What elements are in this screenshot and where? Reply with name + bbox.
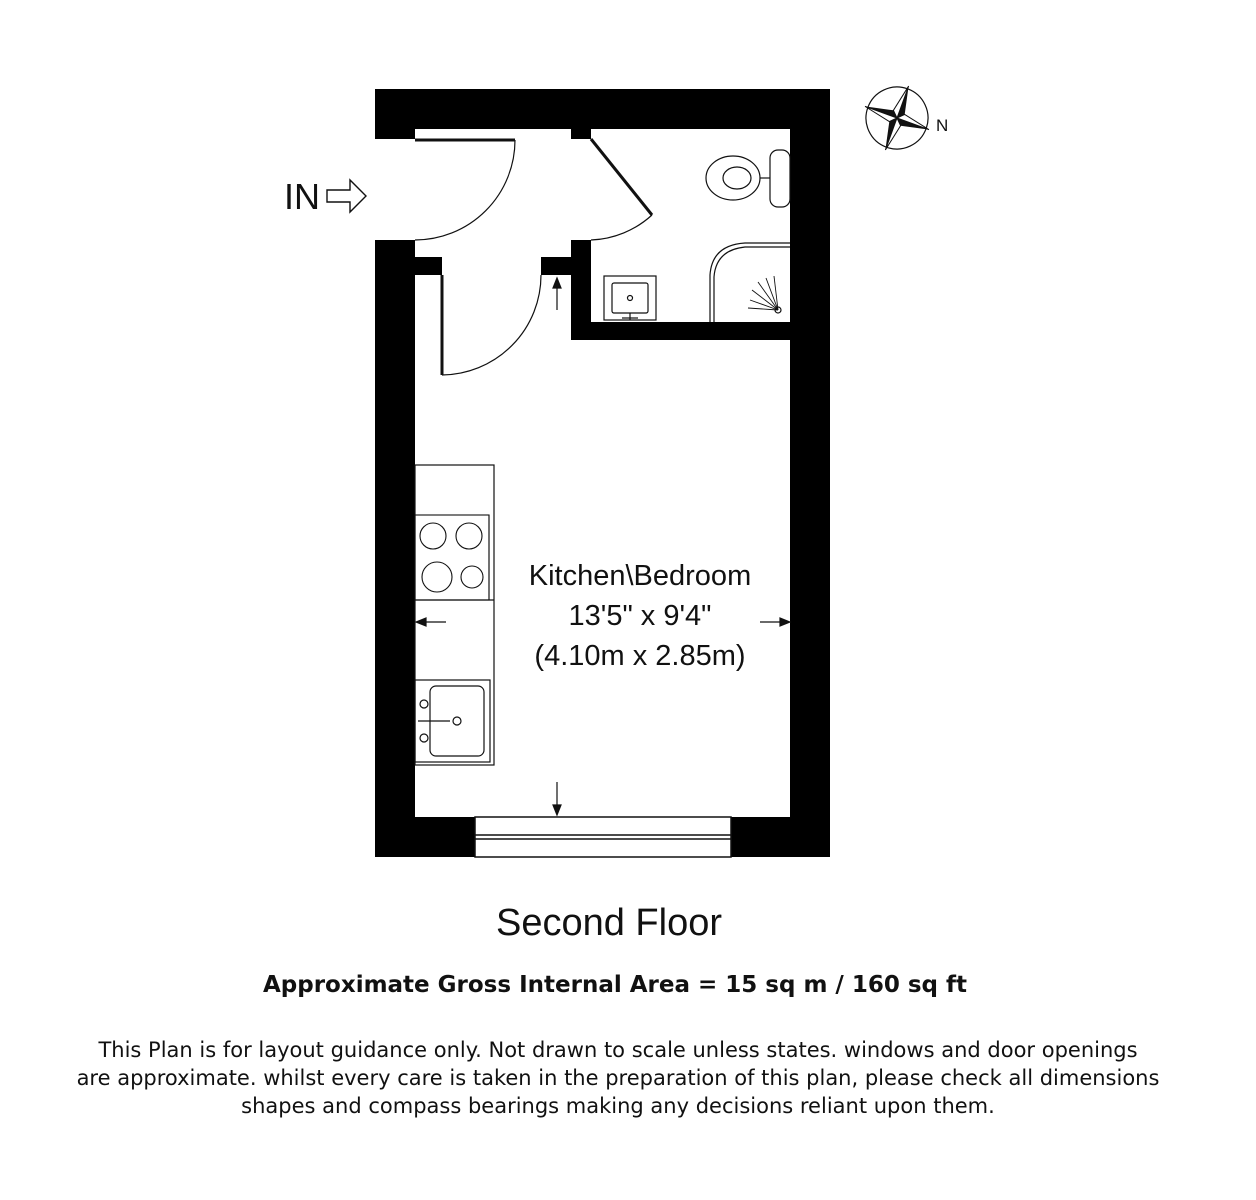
shower-icon (710, 243, 790, 322)
area-summary: Approximate Gross Internal Area = 15 sq m / 160 sq ft (262, 972, 968, 998)
toilet-icon (706, 150, 790, 207)
compass-north-label: N (936, 116, 949, 135)
bathroom-door (591, 139, 652, 240)
room-name: Kitchen\Bedroom (528, 560, 752, 592)
floor-title: Second Floor (495, 902, 722, 944)
dimension-markers (416, 278, 790, 815)
entry-arrow-icon (327, 180, 366, 212)
disclaimer-line: shapes and compass bearings making any decisions reliant upon them. (241, 1094, 995, 1118)
room-dimensions-metric: (4.10m x 2.85m) (534, 640, 746, 672)
entry-label: IN (284, 176, 320, 217)
disclaimer-line: This Plan is for layout guidance only. Not drawn to scale unless states. windows and door openings (98, 1038, 1138, 1062)
room-dimensions-imperial: 13'5" x 9'4" (568, 600, 712, 632)
window-icon (475, 817, 731, 857)
door-swing-icon (415, 140, 515, 240)
disclaimer (40, 1036, 1196, 1120)
compass-icon (853, 74, 940, 161)
room-door (442, 275, 541, 375)
disclaimer-line: are approximate. whilst every care is taken in the preparation of this plan, please check all dimensions (76, 1066, 1160, 1090)
kitchen-worktop (415, 465, 494, 765)
walls (375, 89, 830, 857)
hob-icon (415, 515, 489, 600)
basin-icon (604, 276, 656, 320)
kitchen-sink-icon (415, 680, 490, 762)
